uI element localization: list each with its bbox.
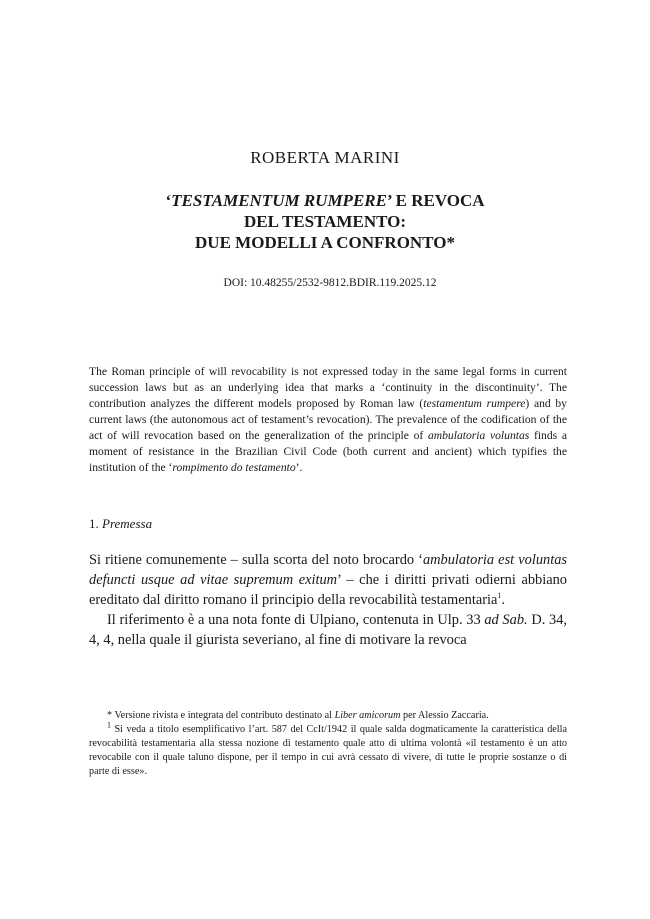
body-paragraph-1: [89, 550, 567, 610]
title-quote-open: ‘: [165, 191, 172, 210]
body-paragraph-2: [89, 610, 567, 650]
para2-italic-1: ad Sab.: [484, 612, 528, 628]
para2-text-2: D. 34, 4, 4, nella quale il giurista severiano, al fine di motivare la revoca: [89, 612, 567, 648]
abstract-italic-2: ambulatoria voluntas: [427, 429, 530, 442]
footnote-star: [89, 709, 567, 723]
section-heading: [89, 516, 152, 532]
title-line-3: DUE MODELLI A CONFRONTO*: [195, 233, 455, 252]
footnote-1: [89, 720, 567, 779]
section-title: Premessa: [102, 516, 153, 531]
abstract-text-1: The Roman principle of will revocability is not expressed today in the same legal forms in current succession laws but as an underlying idea that marks a ‘continuity in the discontinuity’. The contribution analyzes the different models proposed by Roman law (: [89, 365, 567, 410]
para2-text-1: Il riferimento è a una nota fonte di Ulpiano, contenuta in Ulp. 33: [107, 612, 485, 628]
title-line-2: DEL TESTAMENTO:: [243, 212, 407, 231]
abstract-italic-3: rompimento do testamento: [172, 461, 296, 474]
footnote-star-text-1: * Versione rivista e integrata del contributo destinato al: [107, 710, 335, 721]
section-number: 1.: [89, 516, 102, 531]
title-italic-term: TESTAMENTUM RUMPERE: [171, 191, 387, 210]
abstract-text-2: ) and by current laws (the autonomous act of testament’s revocation). The prevalence of the codification of the act of will revocation based on the generalization of the principle of: [89, 397, 567, 442]
title-quote-close: ’: [386, 191, 392, 210]
footnote-star-italic: Liber amicorum: [334, 710, 401, 721]
abstract-text-4: ’.: [295, 461, 303, 474]
footnote-1-text: Si veda a titolo esemplificativo l’art. 587 del CcIt/1942 il quale salda dogmaticamente la caratteristica della revocabilità testamentaria alla stessa nozione di testamento quale atto di ultima volontà «il testamento è un atto revocabile con il quale taluno dispone, per il tempo in cui avrà cessato di vivere, di tutte le proprie sostanze o di parte di esse».: [89, 724, 567, 777]
title-line-1: [0, 190, 650, 211]
para1-text-1: Si ritiene comunemente – sulla scorta del noto brocardo ‘: [89, 552, 423, 568]
abstract-text-3: finds a moment of resistance in the Brazilian Civil Code (both current and ancient) which typifies the institution of the ‘: [89, 429, 568, 474]
abstract: [89, 364, 567, 476]
article-title: [0, 190, 650, 253]
doi-identifier: DOI: 10.48255/2532-9812.BDIR.119.2025.12: [223, 277, 437, 289]
footnotes: [89, 709, 567, 779]
abstract-italic-1: testamentum rumpere: [423, 397, 526, 410]
footnote-1-marker: 1: [107, 720, 111, 730]
para1-italic-1: ambulatoria est voluntas defuncti usque ad vitae supremum exitum: [89, 552, 568, 588]
author-name: ROBERTA MARINI: [250, 148, 400, 167]
para1-text-2: ’ – che i diritti privati odierni abbiano ereditato dal diritto romano il principio della revocabilità testamentaria: [89, 572, 567, 608]
footnote-star-text-2: per Alessio Zaccaria.: [400, 710, 489, 721]
title-line-1-rest: E REVOCA: [391, 191, 485, 210]
body-text: [89, 550, 567, 650]
para1-text-3: .: [501, 592, 505, 608]
footnote-ref-1[interactable]: 1: [497, 591, 502, 601]
